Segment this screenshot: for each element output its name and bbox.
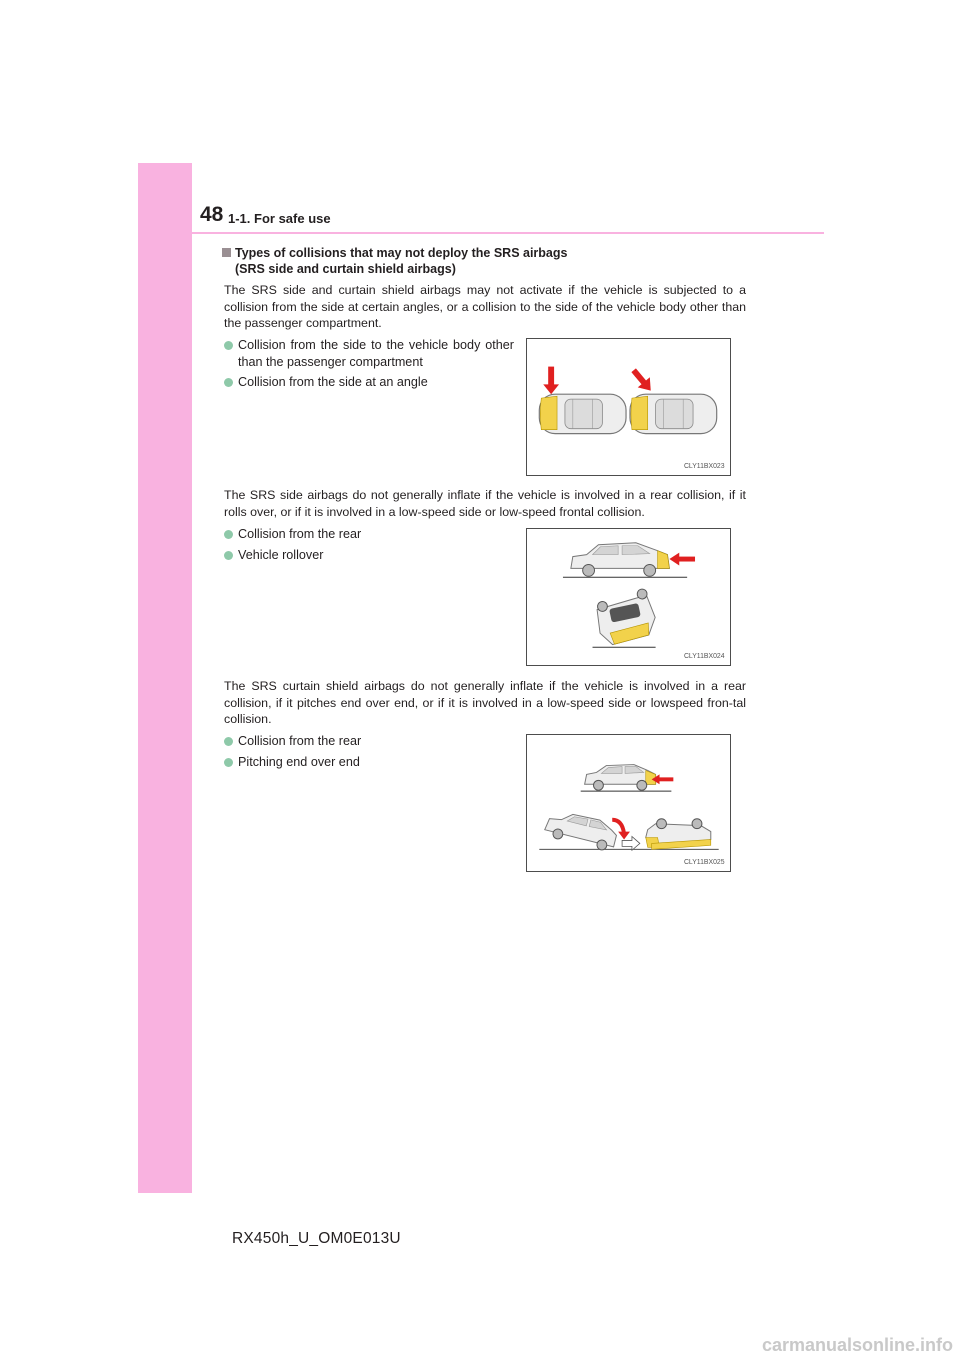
heading-line-2: (SRS side and curtain shield airbags): [235, 262, 456, 276]
paragraph-side-curtain: The SRS side and curtain shield airbags may not activate if the vehicle is subjected to a collision from the side at certain angles, or a collision to the side of the vehicle body other than the passenger compartment.: [224, 283, 746, 330]
bullet-dot-icon: [224, 551, 233, 560]
side-collision-illustration: [527, 339, 730, 475]
paragraph-curtain-shield: The SRS curtain shield airbags do not generally inflate if the vehicle is involved in a rear collision, if it pitches end over end, or if it is involved in a low-speed side or lowspeed fron-tal collision.: [224, 679, 746, 726]
section-title: 1-1. For safe use: [228, 211, 331, 226]
car-top-view-icon: [630, 394, 717, 433]
heading-line-1: Types of collisions that may not deploy the SRS airbags: [235, 246, 568, 260]
rear-pitching-illustration: [527, 735, 730, 871]
tilted-car-icon: [543, 808, 619, 853]
car-side-view-icon: [571, 543, 670, 577]
bullet-text: Vehicle rollover: [238, 548, 324, 562]
bullet-dot-icon: [224, 758, 233, 767]
bullet-dot-icon: [224, 378, 233, 387]
impact-arrow-icon: [543, 367, 559, 395]
list-item: [224, 374, 514, 391]
list-item: [224, 547, 514, 564]
figure-rear-pitching: [526, 734, 731, 872]
figure-code: CLY11BX023: [683, 463, 725, 471]
figure-rear-rollover: [526, 528, 731, 666]
subsection-heading: [222, 245, 567, 277]
figure-side-collision: [526, 338, 731, 476]
document-code: RX450h_U_OM0E013U: [232, 1230, 401, 1247]
bullet-dot-icon: [224, 341, 233, 350]
figure-code: CLY11BX024: [683, 653, 725, 661]
page-number: 48: [200, 203, 224, 226]
watermark: carmanualsonline.info: [762, 1335, 954, 1355]
list-item: [224, 733, 514, 750]
list-item: [224, 754, 514, 771]
list-item: [224, 526, 514, 543]
bullet-text: Pitching end over end: [238, 755, 360, 769]
overturned-car-icon: [646, 819, 711, 850]
bullet-text: Collision from the side at an angle: [238, 375, 428, 389]
right-arrow-outline-icon: [622, 837, 640, 851]
square-bullet-icon: [222, 248, 231, 257]
angled-impact-arrow-icon: [628, 365, 657, 396]
chapter-sidebar-tab: [138, 163, 192, 1193]
bullet-text: Collision from the side to the vehicle body other than the passenger compartment: [238, 338, 514, 369]
bullet-text: Collision from the rear: [238, 527, 362, 541]
car-top-view-icon: [539, 394, 626, 433]
car-side-view-icon: [585, 765, 656, 791]
bullet-text: Collision from the rear: [238, 734, 362, 748]
rear-rollover-illustration: [527, 529, 730, 665]
overturned-car-icon: [593, 588, 659, 647]
paragraph-side-airbags: The SRS side airbags do not generally inflate if the vehicle is involved in a rear collision, if it rolls over, or if it is involved in a low-speed side or low-speed frontal collision.: [224, 488, 746, 519]
figure-code: CLY11BX025: [683, 859, 725, 867]
header-divider: [192, 232, 824, 234]
bullet-dot-icon: [224, 530, 233, 539]
impact-arrow-icon: [669, 553, 695, 566]
bullet-dot-icon: [224, 737, 233, 746]
list-item: [224, 337, 514, 370]
